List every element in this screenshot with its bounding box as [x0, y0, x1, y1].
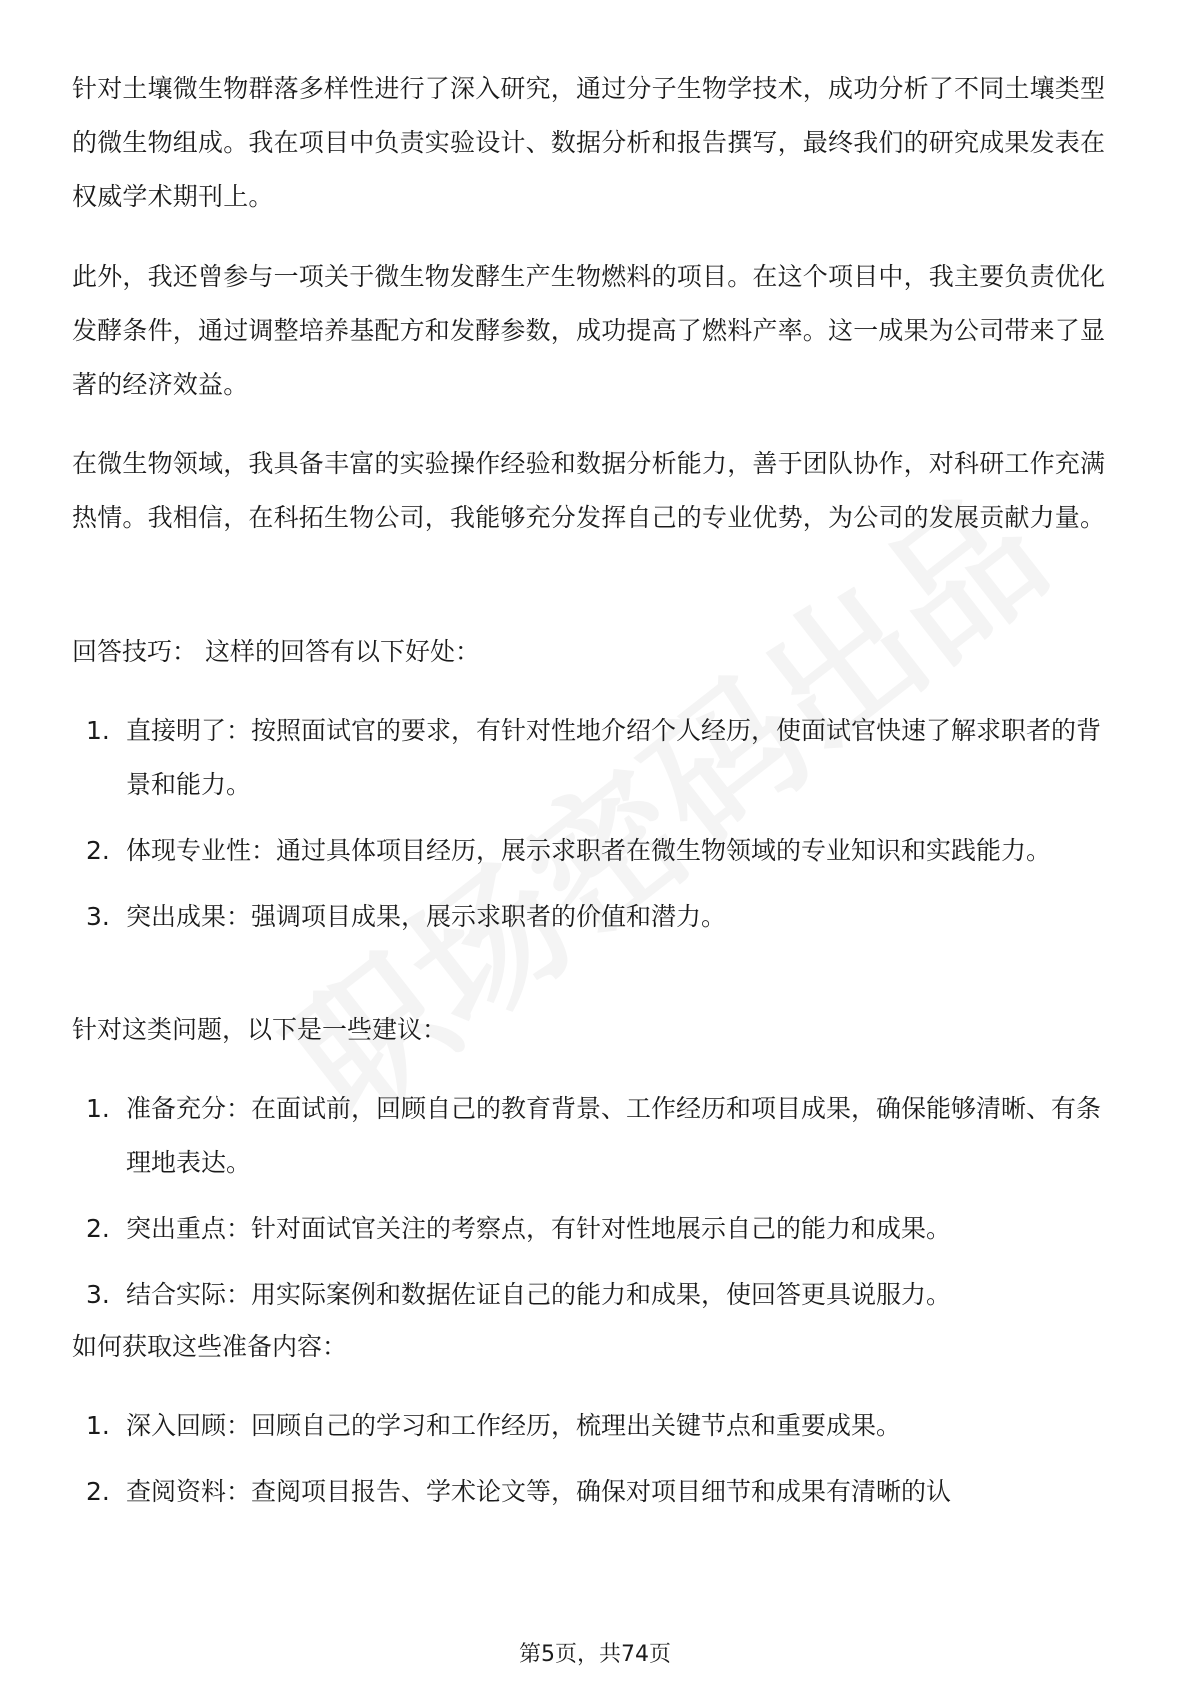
page-footer: 第5页，共74页 — [519, 1642, 671, 1667]
list-item — [72, 1082, 1118, 1190]
list-number: 3. — [86, 902, 110, 931]
list-text: 突出重点：针对面试官关注的考察点，有针对性地展示自己的能力和成果。 — [126, 1214, 952, 1243]
list-text: 查阅资料：查阅项目报告、学术论文等，确保对项目细节和成果有清晰的认 — [126, 1477, 952, 1506]
list-text: 结合实际：用实际案例和数据佐证自己的能力和成果，使回答更具说服力。 — [126, 1280, 952, 1309]
list-number: 2. — [86, 1214, 110, 1243]
list-text: 准备充分：在面试前，回顾自己的教育背景、工作经历和项目成果，确保能够清晰、有条理地表达。 — [126, 1094, 1102, 1177]
list-number: 1. — [86, 1094, 110, 1123]
list-item — [72, 1465, 1118, 1519]
tips-list — [72, 704, 1118, 956]
list-item — [72, 824, 1118, 878]
list-item — [72, 1202, 1118, 1256]
list-text: 直接明了：按照面试官的要求，有针对性地介绍个人经历，使面试官快速了解求职者的背景和能力。 — [126, 716, 1102, 799]
paragraph-strengths: 在微生物领域，我具备丰富的实验操作经验和数据分析能力，善于团队协作，对科研工作充满热情。我相信，在科拓生物公司，我能够充分发挥自己的专业优势，为公司的发展贡献力量。 — [72, 449, 1106, 532]
suggestions-heading: 针对这类问题，以下是一些建议： — [72, 1015, 448, 1044]
list-text: 深入回顾：回顾自己的学习和工作经历，梳理出关键节点和重要成果。 — [126, 1411, 902, 1440]
paragraph-soil-research: 针对土壤微生物群落多样性进行了深入研究，通过分子生物学技术，成功分析了不同土壤类型的微生物组成。我在项目中负责实验设计、数据分析和报告撰写，最终我们的研究成果发表在权威学术期刊上。 — [72, 74, 1106, 211]
paragraph-fermentation-project: 此外，我还曾参与一项关于微生物发酵生产生物燃料的项目。在这个项目中，我主要负责优化发酵条件，通过调整培养基配方和发酵参数，成功提高了燃料产率。这一成果为公司带来了显著的经济效益。 — [72, 262, 1106, 399]
list-item — [72, 704, 1118, 812]
preparation-heading: 如何获取这些准备内容： — [72, 1332, 348, 1361]
preparation-list — [72, 1399, 1118, 1531]
list-text: 突出成果：强调项目成果，展示求职者的价值和潜力。 — [126, 902, 727, 931]
list-number: 3. — [86, 1280, 110, 1309]
list-text: 体现专业性：通过具体项目经历，展示求职者在微生物领域的专业知识和实践能力。 — [126, 836, 1052, 865]
list-item — [72, 1399, 1118, 1453]
tips-heading: 回答技巧： 这样的回答有以下好处： — [72, 637, 480, 666]
list-number: 2. — [86, 1477, 110, 1506]
list-number: 2. — [86, 836, 110, 865]
list-item — [72, 890, 1118, 944]
list-number: 1. — [86, 716, 110, 745]
list-item — [72, 1268, 1118, 1322]
suggestions-list — [72, 1082, 1118, 1334]
list-number: 1. — [86, 1411, 110, 1440]
